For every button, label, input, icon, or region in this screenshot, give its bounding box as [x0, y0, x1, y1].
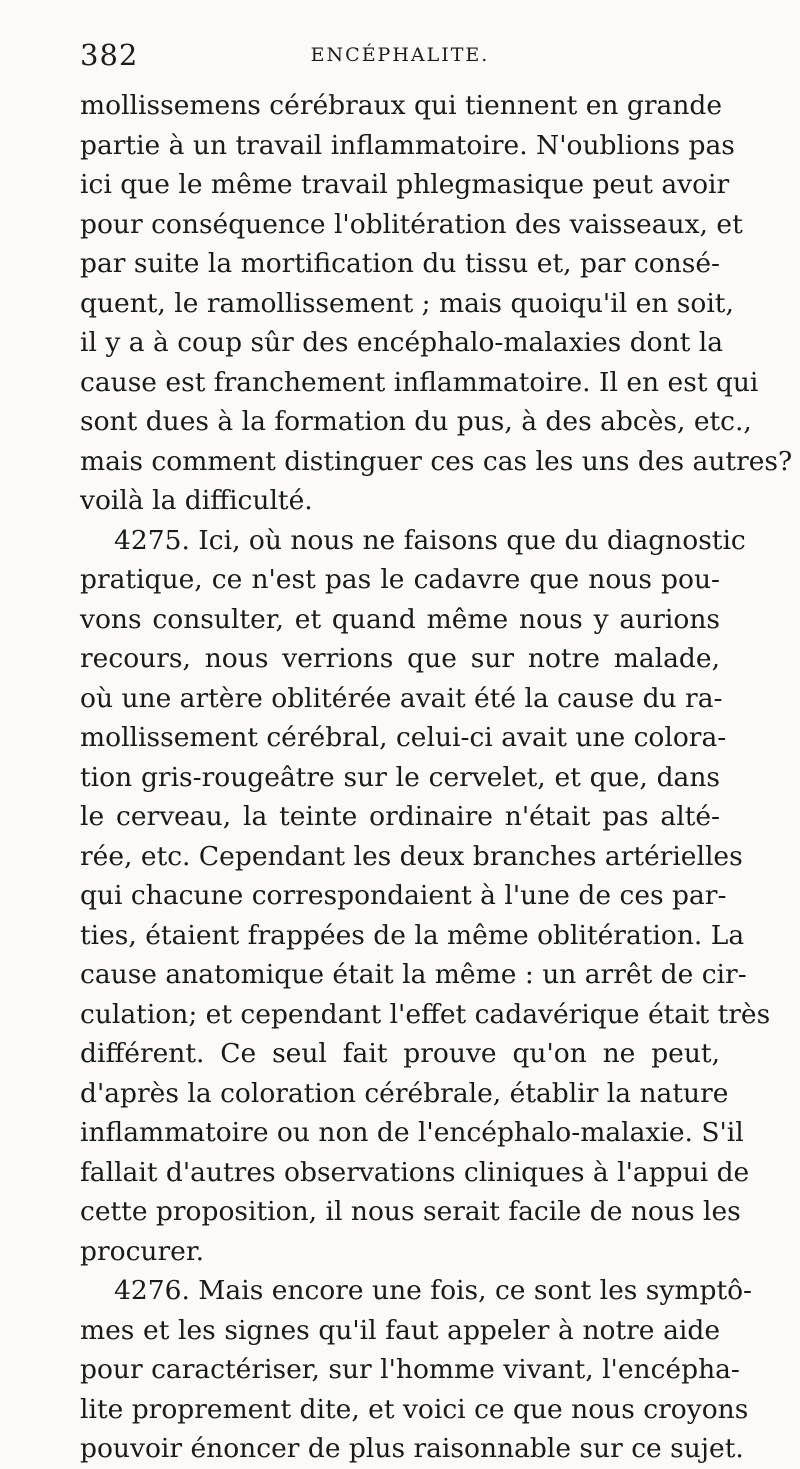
text-line: d'après la coloration cérébrale, établir la nature — [80, 1077, 729, 1109]
page-number: 382 — [80, 38, 139, 72]
text-line: inflammatoire ou non de l'encéphalo-malaxie. S'il — [80, 1117, 744, 1148]
text-line: cause est franchement inflammatoire. Il en est qui — [80, 366, 759, 398]
body-text — [80, 86, 793, 1469]
text-line: lite proprement dite, et voici ce que nous croyons — [80, 1393, 749, 1425]
page-header — [80, 38, 720, 78]
text-line: rée, etc. Cependant les deux branches artérielles — [80, 840, 743, 872]
text-line: par suite la mortification du tissu et, par consé- — [80, 248, 720, 279]
text-line: qui chacune correspondaient à l'une de ces par- — [80, 880, 727, 911]
text-line: voilà la difficulté. — [80, 485, 313, 516]
text-line: sont dues à la formation du pus, à des abcès, etc., — [80, 406, 752, 437]
text-line: pour caractériser, sur l'homme vivant, l'encépha- — [80, 1354, 740, 1385]
text-line: quent, le ramollissement ; mais quoiqu'il en soit, — [80, 287, 734, 319]
text-line: tion gris-rougeâtre sur le cervelet, et que, dans — [80, 761, 720, 793]
text-line: le cerveau, la teinte ordinaire n'était pas alté- — [80, 801, 720, 832]
text-line: cause anatomique était la même : un arrêt de cir- — [80, 959, 747, 990]
text-line: pouvoir énoncer de plus raisonnable sur ce sujet. — [80, 1433, 744, 1464]
running-head: ENCÉPHALITE. — [310, 44, 490, 66]
paragraph-start-4276: 4276. Mais encore une fois, ce sont les symptô- — [114, 1275, 753, 1306]
text-line: mollissement cérébral, celui-ci avait une colora- — [80, 722, 727, 753]
text-line: culation; et cependant l'effet cadavérique était très — [80, 998, 771, 1030]
text-line: ici que le même travail phlegmasique peut avoir — [80, 169, 730, 200]
text-line: recours, nous verrions que sur notre malade, — [80, 643, 720, 674]
text-line: ties, étaient frappées de la même oblitération. La — [80, 919, 745, 951]
text-line: différent. Ce seul fait prouve qu'on ne peut, — [80, 1038, 720, 1069]
text-line: il y a à coup sûr des encéphalo-malaxies dont la — [80, 327, 724, 358]
text-line: fallait d'autres observations cliniques à l'appui de — [80, 1156, 750, 1188]
text-line: cette proposition, il nous serait facile de nous les — [80, 1196, 741, 1227]
text-line: mollissemens cérébraux qui tiennent en grande — [80, 90, 723, 121]
text-line: pour conséquence l'oblitération des vaisseaux, et — [80, 208, 743, 240]
text-line: procurer. — [80, 1235, 205, 1267]
text-line: mes et les signes qu'il faut appeler à notre aide — [80, 1314, 720, 1346]
text-line: mais comment distinguer ces cas les uns des autres? — [80, 445, 793, 477]
text-line: pratique, ce n'est pas le cadavre que nous pou- — [80, 564, 720, 595]
text-line: vons consulter, et quand même nous y aurions — [80, 603, 720, 635]
text-line: partie à un travail inflammatoire. N'oublions pas — [80, 129, 735, 161]
text-line: où une artère oblitérée avait été la cause du ra- — [80, 682, 723, 714]
paragraph-start-4275: 4275. Ici, où nous ne faisons que du diagnostic — [114, 524, 746, 556]
